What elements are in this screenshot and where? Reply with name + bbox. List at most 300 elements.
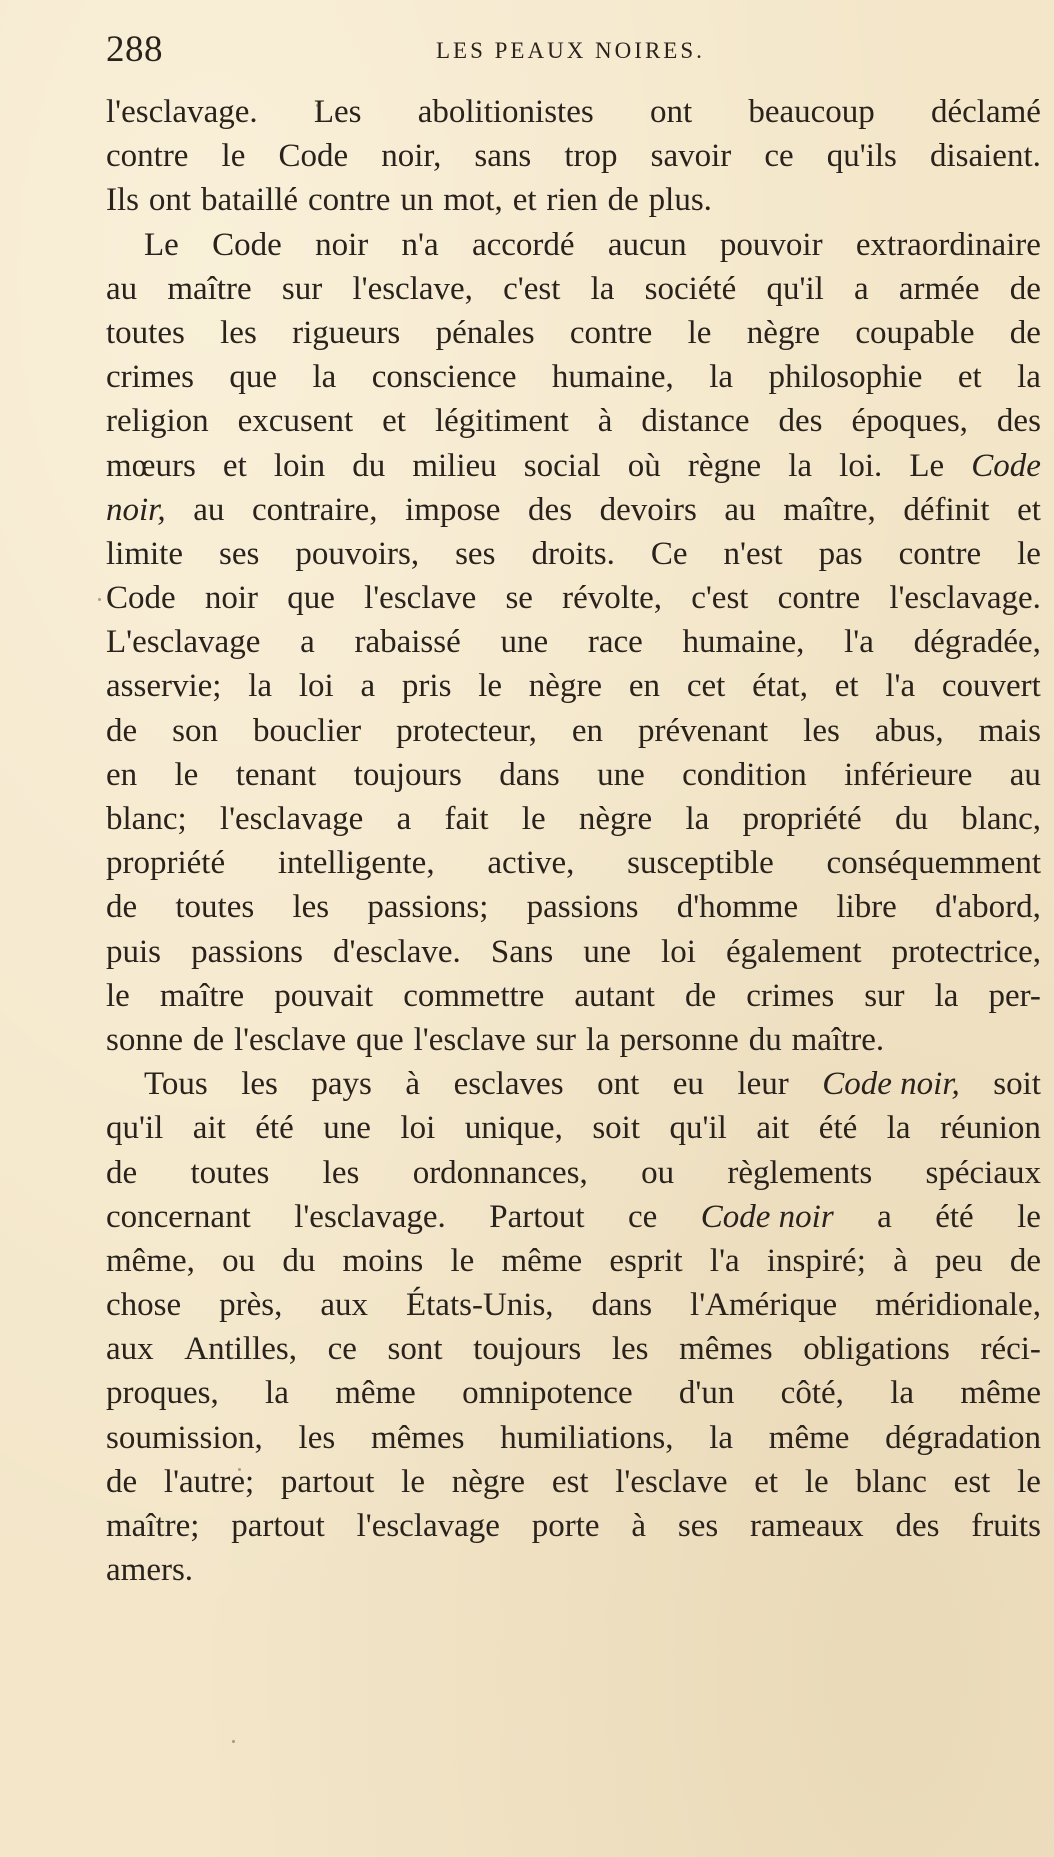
word: mot, xyxy=(443,182,503,219)
text-line xyxy=(106,1195,1041,1239)
word: pénales xyxy=(435,314,535,351)
word: sur xyxy=(864,977,905,1014)
word: inférieure xyxy=(844,756,973,793)
word: de xyxy=(1009,1242,1041,1279)
text-line xyxy=(106,488,1041,532)
word: le xyxy=(221,138,246,175)
word: blanc; xyxy=(106,801,187,837)
word: de xyxy=(106,712,138,749)
word: contraire, xyxy=(251,491,378,528)
page-number: 288 xyxy=(106,29,163,70)
word: nègre xyxy=(451,1463,526,1500)
word: contre xyxy=(569,314,653,351)
text-line xyxy=(106,576,1041,620)
word: des xyxy=(778,403,823,440)
word: ou xyxy=(641,1154,675,1191)
word: leur xyxy=(737,1066,789,1103)
word: conséquemment xyxy=(826,845,1041,882)
word: dégradation xyxy=(885,1419,1041,1456)
word: du xyxy=(894,801,928,837)
word: de xyxy=(1009,270,1041,307)
text-line xyxy=(106,709,1041,753)
word: l'autre; xyxy=(163,1463,255,1500)
word: des xyxy=(528,491,573,528)
word: la xyxy=(1017,359,1041,396)
word: loi xyxy=(661,933,696,970)
text-line xyxy=(106,930,1041,974)
word: des xyxy=(996,403,1041,440)
word: mais xyxy=(978,712,1041,749)
word: la xyxy=(585,1021,610,1058)
word: passions; xyxy=(367,889,489,926)
text-line xyxy=(106,134,1041,178)
word: toutes xyxy=(175,889,255,926)
word: fait xyxy=(444,801,489,837)
body-text xyxy=(106,90,1041,1592)
word: l'esclave, xyxy=(352,270,473,307)
word: même xyxy=(768,1419,850,1456)
word: les xyxy=(292,889,330,926)
word: règlements xyxy=(727,1154,873,1191)
word: crimes xyxy=(106,359,194,396)
word: passions xyxy=(526,889,639,926)
word: prévenant xyxy=(638,712,769,749)
word: une xyxy=(323,1110,371,1147)
word: du xyxy=(352,447,386,484)
word: Sans xyxy=(490,933,554,970)
word: que xyxy=(229,359,278,396)
word: devoirs xyxy=(599,491,697,528)
word: social xyxy=(523,447,601,484)
word: impose xyxy=(405,491,501,528)
text-line xyxy=(106,797,1041,841)
word: ses xyxy=(677,1508,719,1544)
word: le xyxy=(1017,1198,1041,1235)
word: été xyxy=(255,1110,294,1147)
word: de xyxy=(192,1021,225,1058)
word: l'esclave xyxy=(615,1463,728,1500)
word: déclamé xyxy=(931,94,1041,130)
word: l'Amérique xyxy=(690,1287,838,1324)
word: le xyxy=(521,801,546,837)
word: trop xyxy=(564,138,618,175)
word: les xyxy=(298,1419,336,1456)
word: Code xyxy=(971,447,1041,484)
word: cet xyxy=(686,668,726,705)
word: rien xyxy=(546,182,598,219)
text-line xyxy=(106,841,1041,885)
word: crimes xyxy=(746,977,835,1014)
word: la xyxy=(886,1110,911,1147)
word: conscience xyxy=(371,359,517,396)
paper-speck xyxy=(232,1740,235,1743)
word: la xyxy=(685,801,710,837)
word: spéciaux xyxy=(925,1154,1041,1191)
word: race xyxy=(587,624,643,661)
word: sur xyxy=(281,270,323,307)
word: et xyxy=(834,668,859,705)
word: ont xyxy=(148,182,192,219)
text-line xyxy=(106,1239,1041,1283)
word: été xyxy=(818,1110,858,1147)
text-line xyxy=(106,664,1041,708)
word: en xyxy=(628,668,661,705)
word: le xyxy=(450,1242,475,1279)
word: esprit xyxy=(609,1242,683,1279)
word: philosophie xyxy=(768,359,923,396)
word: et xyxy=(512,182,537,219)
text-line xyxy=(106,399,1041,443)
word: mêmes xyxy=(370,1419,465,1456)
word: et xyxy=(957,359,982,396)
word: ou xyxy=(222,1242,256,1279)
word: été xyxy=(935,1198,974,1235)
word: l'esclavage xyxy=(219,801,364,837)
word: a xyxy=(396,801,412,837)
word: contre xyxy=(106,138,189,175)
word: qu'il xyxy=(669,1110,727,1147)
word: même xyxy=(335,1375,416,1412)
word: intelligente, xyxy=(277,845,435,882)
word: unique, xyxy=(464,1110,563,1147)
word: de xyxy=(106,1463,138,1500)
word: la xyxy=(934,977,959,1014)
word: Les xyxy=(313,94,362,130)
word: société xyxy=(644,270,737,307)
word: la xyxy=(709,359,734,396)
word: qu'il xyxy=(766,270,824,307)
text-line xyxy=(106,311,1041,355)
word: proques, xyxy=(106,1375,219,1412)
word: le xyxy=(804,1463,829,1500)
word: protecteur, xyxy=(396,712,537,749)
word: beaucoup xyxy=(748,94,875,130)
word: la xyxy=(709,1419,734,1456)
word: l'esclavage. xyxy=(294,1198,446,1235)
word: sont xyxy=(387,1331,443,1368)
word: qu'ils xyxy=(826,138,897,175)
word: plus. xyxy=(648,182,712,219)
word: maître xyxy=(167,270,252,307)
text-line xyxy=(106,1151,1041,1195)
word: pris xyxy=(401,668,452,705)
word: qu'il xyxy=(106,1110,164,1147)
word: a xyxy=(854,270,869,307)
word: sans xyxy=(474,138,532,175)
word: noir, xyxy=(106,491,166,528)
word: toujours xyxy=(473,1331,582,1368)
word: nègre xyxy=(528,668,603,705)
text-line xyxy=(106,444,1041,488)
word: passions xyxy=(191,933,303,970)
text-line xyxy=(106,532,1041,576)
word: c'est xyxy=(503,270,561,307)
word: Code xyxy=(212,226,282,263)
word: méridionale, xyxy=(875,1287,1041,1324)
word: réunion xyxy=(940,1110,1041,1147)
word: le xyxy=(687,314,712,351)
word: se xyxy=(505,580,533,617)
word: toujours xyxy=(353,756,462,793)
word: nègre xyxy=(746,314,821,351)
word: ses xyxy=(455,535,496,572)
word: la xyxy=(590,270,615,307)
word: sur xyxy=(535,1021,577,1058)
word: soit xyxy=(993,1066,1041,1103)
word: les xyxy=(611,1331,649,1368)
word: bataillé xyxy=(200,182,299,219)
word: à xyxy=(893,1242,908,1279)
word: humaine, xyxy=(551,359,674,396)
word: réci- xyxy=(980,1331,1041,1368)
word: armée xyxy=(898,270,980,307)
word: une xyxy=(500,624,549,661)
word: loi. xyxy=(839,447,883,484)
word: en xyxy=(106,756,138,793)
word: de xyxy=(106,1154,138,1191)
word: d'abord, xyxy=(935,889,1041,926)
text-line xyxy=(106,355,1041,399)
word: ses xyxy=(219,535,260,572)
word: noir xyxy=(315,226,369,263)
word: aucun xyxy=(607,226,687,263)
word: près, xyxy=(219,1287,283,1324)
word: protectrice, xyxy=(891,933,1041,970)
word: en xyxy=(571,712,604,749)
word: contre xyxy=(777,580,861,617)
word: loin xyxy=(273,447,326,484)
word: Le xyxy=(909,447,945,484)
word: au xyxy=(106,270,138,307)
word: per- xyxy=(988,977,1041,1014)
text-line xyxy=(106,1548,1041,1592)
word: rameaux xyxy=(750,1508,864,1544)
paper-speck xyxy=(98,598,101,601)
word: n'a xyxy=(401,226,439,263)
word: la xyxy=(312,359,337,396)
word: un xyxy=(400,182,434,219)
word: et xyxy=(382,403,406,440)
word: Code xyxy=(106,580,176,617)
word: États-Unis, xyxy=(405,1287,554,1324)
word: religion xyxy=(106,403,209,440)
word: les xyxy=(803,712,840,749)
word: contre xyxy=(898,535,982,572)
word: obligations xyxy=(803,1331,950,1368)
paper-speck xyxy=(238,1468,241,1471)
word: de xyxy=(106,889,138,926)
text-line xyxy=(106,1371,1041,1415)
word: de xyxy=(607,182,639,219)
word: chose xyxy=(106,1287,182,1324)
word: l'esclave xyxy=(364,580,477,617)
word: ait xyxy=(756,1110,790,1147)
word: et xyxy=(1017,491,1041,528)
word: blanc, xyxy=(961,801,1041,837)
word: le xyxy=(401,1463,425,1500)
word: la xyxy=(265,1375,289,1412)
word: concernant xyxy=(106,1198,251,1235)
word: Code noir xyxy=(700,1198,834,1235)
word: mœurs xyxy=(106,447,196,484)
word: est xyxy=(953,1463,991,1500)
word: moins xyxy=(342,1242,424,1279)
word: également xyxy=(725,933,862,970)
word: du xyxy=(748,1021,782,1058)
word: des xyxy=(895,1508,940,1544)
word: nègre xyxy=(578,801,653,837)
word: l'esclavage xyxy=(356,1508,500,1544)
word: commettre xyxy=(403,977,545,1014)
word: pouvoir xyxy=(719,226,823,263)
word: au xyxy=(193,491,225,528)
word: ont xyxy=(597,1066,640,1103)
word: Code noir, xyxy=(822,1066,960,1103)
word: pouvait xyxy=(274,977,374,1014)
word: peu xyxy=(934,1242,983,1279)
word: humiliations, xyxy=(500,1419,674,1456)
word: couvert xyxy=(941,668,1041,705)
word: à xyxy=(405,1066,421,1103)
word: toutes xyxy=(190,1154,270,1191)
text-line xyxy=(106,753,1041,797)
text-line xyxy=(106,1504,1041,1548)
word: contre xyxy=(307,182,391,219)
word: l'a xyxy=(885,668,916,705)
word: les xyxy=(220,314,257,351)
word: n'est xyxy=(723,535,783,572)
word: et xyxy=(222,447,247,484)
word: ait xyxy=(192,1110,226,1147)
word: L'esclavage xyxy=(106,624,261,661)
word: d'un xyxy=(678,1375,735,1412)
word: même, xyxy=(106,1242,195,1279)
running-head: LES PEAUX NOIRES. xyxy=(436,38,705,63)
word: dans xyxy=(591,1287,653,1324)
word: à xyxy=(631,1508,647,1544)
word: aux xyxy=(106,1331,154,1368)
word: personne xyxy=(619,1021,739,1058)
page-header xyxy=(106,28,1041,78)
text-line xyxy=(106,267,1041,311)
text-line xyxy=(106,1416,1041,1460)
word: ce xyxy=(628,1198,658,1235)
word: ordonnances, xyxy=(412,1154,588,1191)
word: règne xyxy=(687,447,762,484)
word: loi xyxy=(400,1110,436,1147)
word: humaine, xyxy=(682,624,805,661)
word: à xyxy=(597,403,613,440)
word: une xyxy=(597,756,645,793)
word: l'a xyxy=(844,624,874,661)
word: coupable xyxy=(855,314,975,351)
word: rabaissé xyxy=(354,624,461,661)
paper-speck xyxy=(316,104,319,107)
word: les xyxy=(241,1066,278,1103)
word: distance xyxy=(641,403,750,440)
word: du xyxy=(282,1242,316,1279)
word: droits. xyxy=(531,535,615,572)
word: au xyxy=(1009,756,1041,793)
word: l'esclavage. xyxy=(889,580,1041,617)
word: aux xyxy=(320,1287,368,1324)
word: tenant xyxy=(235,756,317,793)
word: légitiment xyxy=(434,403,569,440)
word: l'a xyxy=(709,1242,740,1279)
text-line xyxy=(106,90,1041,134)
word: maître; xyxy=(106,1508,200,1544)
word: et xyxy=(754,1463,779,1500)
word: Antilles, xyxy=(184,1331,297,1368)
word: le xyxy=(478,668,503,705)
word: Code xyxy=(278,138,349,175)
word: esclaves xyxy=(453,1066,564,1103)
text-line xyxy=(106,223,1041,267)
word: propriété xyxy=(742,801,862,837)
word: savoir xyxy=(650,138,732,175)
word: la xyxy=(248,668,273,705)
word: maître, xyxy=(783,491,876,528)
word: même xyxy=(501,1242,583,1279)
word: côté, xyxy=(780,1375,844,1412)
word: pays xyxy=(311,1066,372,1103)
word: propriété xyxy=(106,845,226,882)
word: ce xyxy=(764,138,794,175)
word: extraordinaire xyxy=(855,226,1041,263)
word: dans xyxy=(499,756,560,793)
word: inspiré; xyxy=(766,1242,866,1279)
word: libre xyxy=(836,889,897,926)
word: d'homme xyxy=(676,889,799,926)
word: au xyxy=(724,491,756,528)
word: Ce xyxy=(650,535,688,572)
word: le xyxy=(174,756,199,793)
word: que xyxy=(287,580,335,617)
word: Tous xyxy=(144,1066,208,1103)
word: pouvoirs, xyxy=(295,535,420,572)
word: révolte, xyxy=(562,580,663,617)
word: soit xyxy=(592,1110,641,1147)
word: soumission, xyxy=(106,1419,263,1456)
word: la xyxy=(788,447,813,484)
word: définit xyxy=(903,491,990,528)
word: condition xyxy=(682,756,807,793)
text-line xyxy=(106,885,1041,929)
word: a xyxy=(300,624,315,661)
word: partout xyxy=(280,1463,375,1500)
word: Ils xyxy=(106,182,139,219)
word: maître. xyxy=(791,1021,885,1058)
word: loi xyxy=(298,668,334,705)
word: c'est xyxy=(691,580,749,617)
word: a xyxy=(877,1198,892,1235)
word: l'esclavage. xyxy=(106,94,258,130)
word: noir xyxy=(204,580,259,617)
word: bouclier xyxy=(253,712,362,749)
word: le xyxy=(1017,535,1041,572)
word: eu xyxy=(672,1066,704,1103)
word: l'esclave xyxy=(233,1021,347,1058)
word: accordé xyxy=(471,226,575,263)
text-line xyxy=(106,974,1041,1018)
word: autant xyxy=(574,977,655,1014)
word: ont xyxy=(649,94,693,130)
word: d'esclave. xyxy=(333,933,461,970)
word: toutes xyxy=(106,314,185,351)
text-line xyxy=(106,1018,1041,1062)
word: les xyxy=(322,1154,360,1191)
word: noir, xyxy=(381,138,442,175)
